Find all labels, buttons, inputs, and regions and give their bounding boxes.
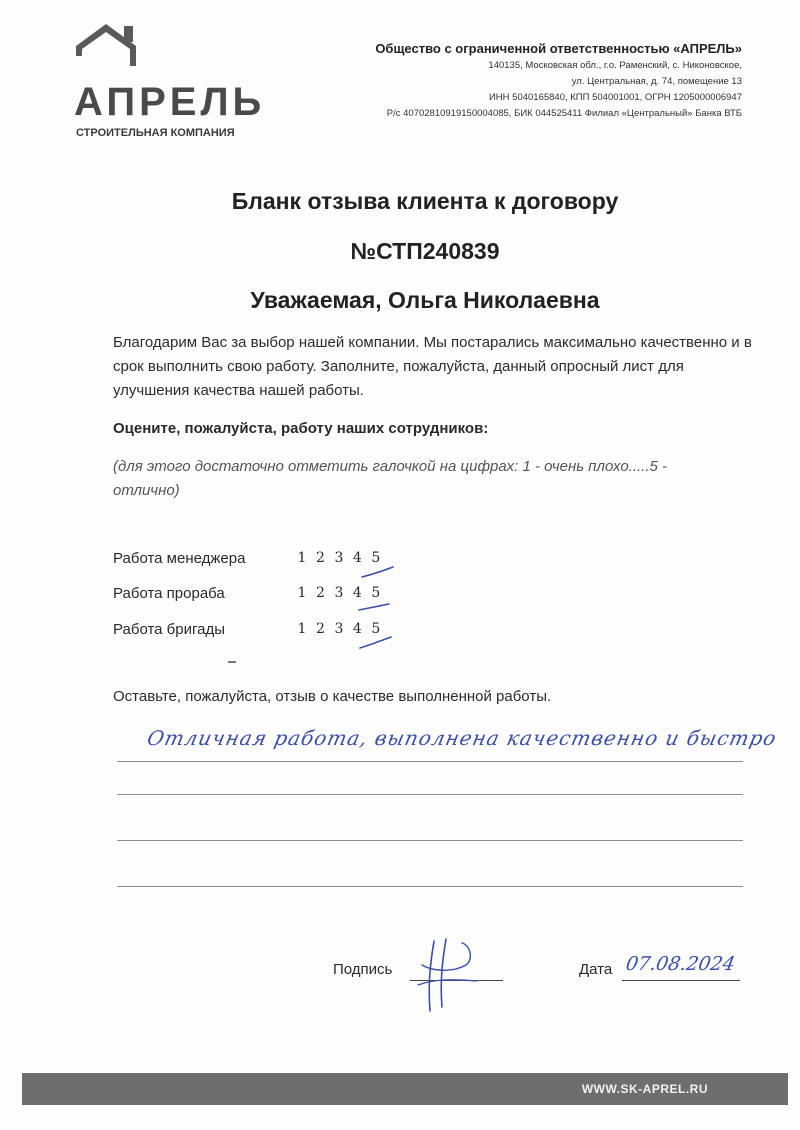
- stray-mark: [228, 661, 236, 663]
- company-name: Общество с ограниченной ответственностью «АПРЕЛЬ»: [375, 41, 742, 56]
- company-logo: [74, 22, 274, 139]
- company-details: [302, 40, 742, 122]
- feedback-line: [117, 761, 743, 762]
- rating-option-4[interactable]: 4: [352, 585, 362, 601]
- logo-name: АПРЕЛЬ: [74, 80, 266, 124]
- rating-option-3[interactable]: 3: [334, 621, 344, 637]
- rating-option-1[interactable]: 1: [297, 550, 307, 566]
- rating-label: Работа менеджера: [113, 550, 246, 567]
- company-address-1: 140135, Московская обл., г.о. Раменский, с. Никоновское,: [488, 60, 742, 71]
- rating-option-1[interactable]: 1: [297, 585, 307, 601]
- rating-label: Работа прораба: [113, 585, 225, 602]
- greeting: Уважаемая, Ольга Николаевна: [250, 287, 600, 313]
- feedback-line: [117, 840, 743, 841]
- rating-heading: Оцените, пожалуйста, работу наших сотрудников:: [113, 420, 489, 437]
- rating-option-2[interactable]: 2: [315, 550, 325, 566]
- rating-option-4[interactable]: 4: [352, 621, 362, 637]
- rating-option-3[interactable]: 3: [334, 550, 344, 566]
- rating-option-1[interactable]: 1: [297, 621, 307, 637]
- rating-option-5[interactable]: 5: [371, 585, 381, 601]
- rating-option-3[interactable]: 3: [334, 585, 344, 601]
- contract-number: №СТП240839: [350, 238, 500, 264]
- tick-mark-manager: [360, 563, 396, 581]
- logo-subtitle: СТРОИТЕЛЬНАЯ КОМПАНИЯ: [76, 127, 235, 139]
- rating-option-4[interactable]: 4: [352, 550, 362, 566]
- handwritten-signature: [412, 935, 482, 1015]
- rating-option-5[interactable]: 5: [371, 621, 381, 637]
- company-address-2: ул. Центральная, д. 74, помещение 13: [571, 76, 742, 87]
- feedback-label: Оставьте, пожалуйста, отзыв о качестве выполненной работы.: [113, 688, 552, 705]
- rating-option-5[interactable]: 5: [371, 550, 381, 566]
- rating-option-2[interactable]: 2: [315, 585, 325, 601]
- signature-label: Подпись: [333, 961, 393, 978]
- date-value[interactable]: 07.08.2024: [624, 953, 737, 975]
- footer-website-link[interactable]: WWW.SK-APREL.RU: [581, 1082, 708, 1096]
- date-label: Дата: [579, 961, 613, 978]
- house-roof-icon: [76, 22, 146, 66]
- form-title: Бланк отзыва клиента к договору: [231, 188, 619, 214]
- feedback-line: [117, 886, 743, 887]
- tick-mark-crew: [358, 634, 394, 652]
- feedback-handwritten-text[interactable]: Отличная работа, выполнена качественно и быстро: [145, 726, 780, 750]
- company-bank: Р/с 40702810919150004085, БИК 044525411 Филиал «Центральный» Банка ВТБ: [386, 108, 742, 119]
- feedback-line: [117, 794, 743, 795]
- footer-bar: [22, 1073, 788, 1105]
- tick-mark-foreman: [357, 598, 393, 616]
- rating-note: (для этого достаточно отметить галочкой на цифрах: 1 - очень плохо.....5 - отлично): [113, 458, 668, 499]
- date-line[interactable]: [622, 980, 740, 981]
- intro-text: Благодарим Вас за выбор нашей компании. Мы постарались максимально качественно и в срок выполнить свою работу. Заполните, пожалуйста, данный опросный лист для улучшения качества нашей работы.: [113, 334, 752, 399]
- rating-option-2[interactable]: 2: [315, 621, 325, 637]
- rating-label: Работа бригады: [113, 621, 225, 638]
- company-ids: ИНН 5040165840, КПП 504001001, ОГРН 1205000006947: [488, 92, 742, 103]
